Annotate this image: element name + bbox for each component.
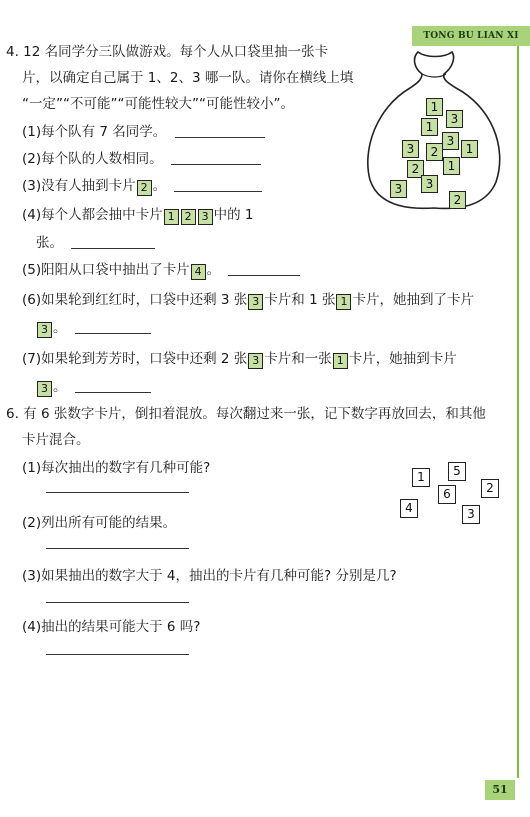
- q6-q3-answer-line[interactable]: [46, 602, 189, 603]
- q4-statement-1: [22, 122, 265, 142]
- q4-s6-answer-line[interactable]: [75, 319, 151, 334]
- q4-s1-text: (1)每个队有 7 名同学。: [22, 124, 167, 140]
- q6-question-1: (1)每次抽出的数字有几种可能?: [22, 460, 211, 476]
- q4-s3-text: (3)没有人抽到卡片: [22, 178, 136, 194]
- number-card: 4: [400, 499, 418, 518]
- q6-q1-answer-line[interactable]: [46, 492, 189, 493]
- card-icon: 3: [37, 381, 52, 397]
- q4-s5-answer-line[interactable]: [228, 261, 300, 276]
- q6-intro-line1: 6. 有 6 张数字卡片，倒扣着混放。每次翻过来一张，记下数字再放回去，和其他: [6, 406, 486, 422]
- q4-s3-end: 。: [152, 178, 167, 194]
- bag-card: 1: [443, 157, 460, 175]
- bag-card: 1: [461, 140, 478, 158]
- q4-intro-line2: 片，以确定自己属于 1、2、3 哪一队。请你在横线上填: [22, 70, 354, 86]
- q4-s5-end: 。: [206, 262, 221, 278]
- q4-statement-5: [22, 260, 300, 280]
- q4-statement-7-cont: [36, 377, 151, 397]
- card-icon: 1: [164, 209, 179, 225]
- q4-s7-text-a: (7)如果轮到芳芳时，口袋中还剩 2 张: [22, 351, 248, 367]
- q4-s6-text-b: 卡片和 1 张: [264, 292, 336, 308]
- q6-intro-line2: 卡片混合。: [22, 432, 90, 448]
- card-icon: 3: [198, 209, 213, 225]
- q4-s2-answer-line[interactable]: [171, 150, 261, 165]
- q4-s6-end: 。: [53, 320, 67, 336]
- q4-s4-text-b: 中的 1: [213, 207, 254, 223]
- q6-q2-answer-line[interactable]: [46, 548, 189, 549]
- q4-s5-text: (5)阳阳从口袋中抽出了卡片: [22, 262, 190, 278]
- q4-statement-6-cont: [36, 318, 151, 338]
- card-icon: 1: [333, 353, 348, 369]
- q4-statement-4-cont: [36, 233, 155, 253]
- number-card: 5: [448, 462, 466, 481]
- q4-s4-text: (4)每个人都会抽中卡片: [22, 207, 163, 223]
- bag-card: 3: [421, 175, 438, 193]
- card-icon: 4: [191, 264, 206, 280]
- bag-card: 3: [446, 110, 463, 128]
- bag-card: 3: [442, 132, 459, 150]
- q4-s7-answer-line[interactable]: [75, 378, 151, 393]
- q6-q4-answer-line[interactable]: [46, 654, 189, 655]
- q4-statement-3: [22, 176, 262, 196]
- bag-card: 1: [421, 118, 438, 136]
- q4-s3-answer-line[interactable]: [174, 177, 262, 192]
- number-card: 1: [412, 468, 430, 487]
- header-tab: TONG BU LIAN XI: [412, 26, 530, 46]
- q4-s4-answer-line[interactable]: [71, 234, 155, 249]
- bag-card: 2: [449, 191, 466, 209]
- card-icon: 3: [37, 322, 52, 338]
- number-card: 6: [438, 485, 456, 504]
- card-icon: 3: [248, 294, 263, 310]
- q4-s6-text-a: (6)如果轮到红红时，口袋中还剩 3 张: [22, 292, 248, 308]
- q4-statement-4: [22, 205, 254, 225]
- q4-s2-text: (2)每个队的人数相同。: [22, 151, 163, 167]
- q4-s7-end: 。: [53, 379, 67, 395]
- q4-s6-text-c: 卡片，她抽到了卡片: [352, 292, 474, 308]
- page-number: 51: [485, 780, 515, 800]
- q4-intro-line3: “一定”“不可能”“可能性较大”“可能性较小”。: [22, 96, 294, 112]
- number-card: 3: [462, 505, 480, 524]
- q4-s7-text-b: 卡片和一张: [264, 351, 332, 367]
- q4-statement-7: [22, 349, 457, 369]
- card-icon: 3: [248, 353, 263, 369]
- q4-s4-text-c: 张。: [36, 235, 63, 251]
- number-card: 2: [481, 479, 499, 498]
- card-icon: 1: [336, 294, 351, 310]
- bag-card: 3: [390, 180, 407, 198]
- q6-question-3: (3)如果抽出的数字大于 4，抽出的卡片有几种可能? 分别是几?: [22, 568, 397, 584]
- bag-card: 3: [402, 140, 419, 158]
- q4-s7-text-c: 卡片，她抽到卡片: [348, 351, 457, 367]
- q4-statement-2: [22, 149, 261, 169]
- q4-intro-line1: 4. 12 名同学分三队做游戏。每个人从口袋里抽一张卡: [6, 44, 329, 60]
- q6-question-2: (2)列出所有可能的结果。: [22, 515, 177, 531]
- page-margin-rule: [517, 28, 519, 778]
- card-icon: 2: [137, 180, 152, 196]
- card-icon: 2: [181, 209, 196, 225]
- q4-statement-6: [22, 290, 474, 310]
- q4-s1-answer-line[interactable]: [175, 123, 265, 138]
- bag-card: 2: [426, 143, 443, 161]
- bag-card: 1: [426, 98, 443, 116]
- bag-card: 2: [407, 160, 424, 178]
- q6-question-4: (4)抽出的结果可能大于 6 吗?: [22, 619, 201, 635]
